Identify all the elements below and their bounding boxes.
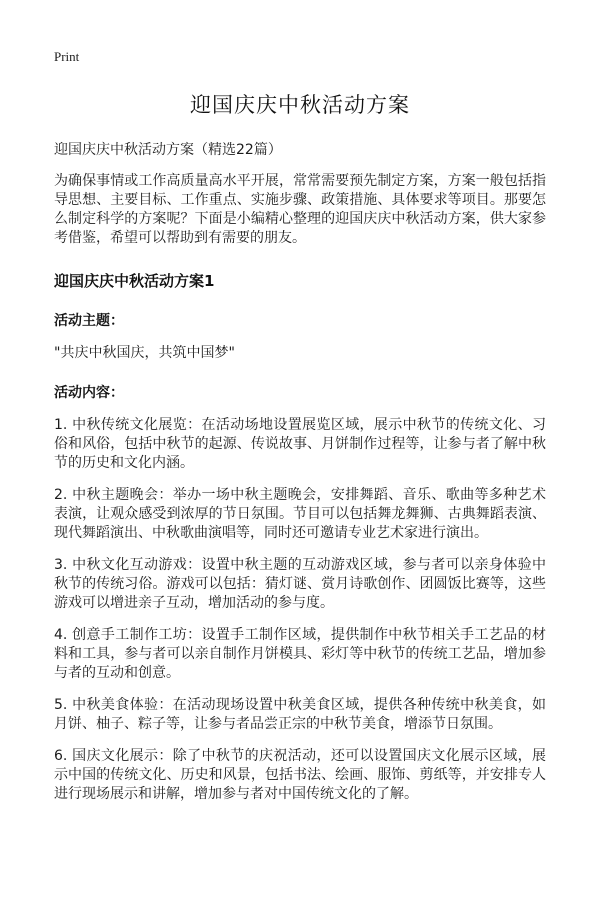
- page-title: 迎国庆庆中秋活动方案: [190, 93, 410, 117]
- plan-item-5: 5. 中秋美食体验：在活动现场设置中秋美食区域，提供各种传统中秋美食，如月饼、柚子、粽子等，让参与者品尝正宗的中秋节美食，增添节日氛围。: [54, 697, 546, 732]
- plan-item-4: 4. 创意手工制作工坊：设置手工制作区域，提供制作中秋节相关手工艺品的材料和工具，参与者可以亲自制作月饼模具、彩灯等中秋节的传统工艺品，增加参与者的互动和创意。: [54, 627, 546, 681]
- plan-item-1: 1. 中秋传统文化展览：在活动场地设置展览区域，展示中秋节的传统文化、习俗和风俗，包括中秋节的起源、传说故事、月饼制作过程等，让参与者了解中秋节的历史和文化内涵。: [54, 417, 546, 471]
- plan-item-3: 3. 中秋文化互动游戏：设置中秋主题的互动游戏区域，参与者可以亲身体验中秋节的传统习俗。游戏可以包括：猜灯谜、赏月诗歌创作、团圆饭比赛等，这些游戏可以增进亲子互动，增加活动的参与度。: [54, 557, 546, 611]
- plan-item-2: 2. 中秋主题晚会：举办一场中秋主题晚会，安排舞蹈、音乐、歌曲等多种艺术表演，让观众感受到浓厚的节日氛围。节目可以包括舞龙舞狮、古典舞蹈表演、现代舞蹈演出、中秋歌曲演唱等，同时还可邀请专业艺术家进行演出。: [54, 487, 546, 541]
- activity-theme-label: 活动主题：: [54, 313, 124, 329]
- print-link[interactable]: Print: [54, 49, 80, 64]
- collection-subtitle: 迎国庆庆中秋活动方案（精选22篇）: [54, 142, 282, 158]
- activity-theme-quote: "共庆中秋国庆，共筑中国梦": [54, 345, 235, 361]
- plan-item-6: 6. 国庆文化展示：除了中秋节的庆祝活动，还可以设置国庆文化展示区域，展示中国的传统文化、历史和风景，包括书法、绘画、服饰、剪纸等，并安排专人进行现场展示和讲解，增加参与者对中国传统文化的了解。: [54, 748, 546, 802]
- activity-content-label: 活动内容：: [54, 385, 124, 401]
- section-1-heading: 迎国庆庆中秋活动方案1: [54, 272, 215, 290]
- intro-paragraph: 为确保事情或工作高质量高水平开展，常常需要预先制定方案，方案一般包括指导思想、主要目标、工作重点、实施步骤、政策措施、具体要求等项目。那要怎么制定科学的方案呢？下面是小编精心整理的迎国庆庆中秋活动方案，供大家参考借鉴，希望可以帮助到有需要的朋友。: [54, 173, 546, 246]
